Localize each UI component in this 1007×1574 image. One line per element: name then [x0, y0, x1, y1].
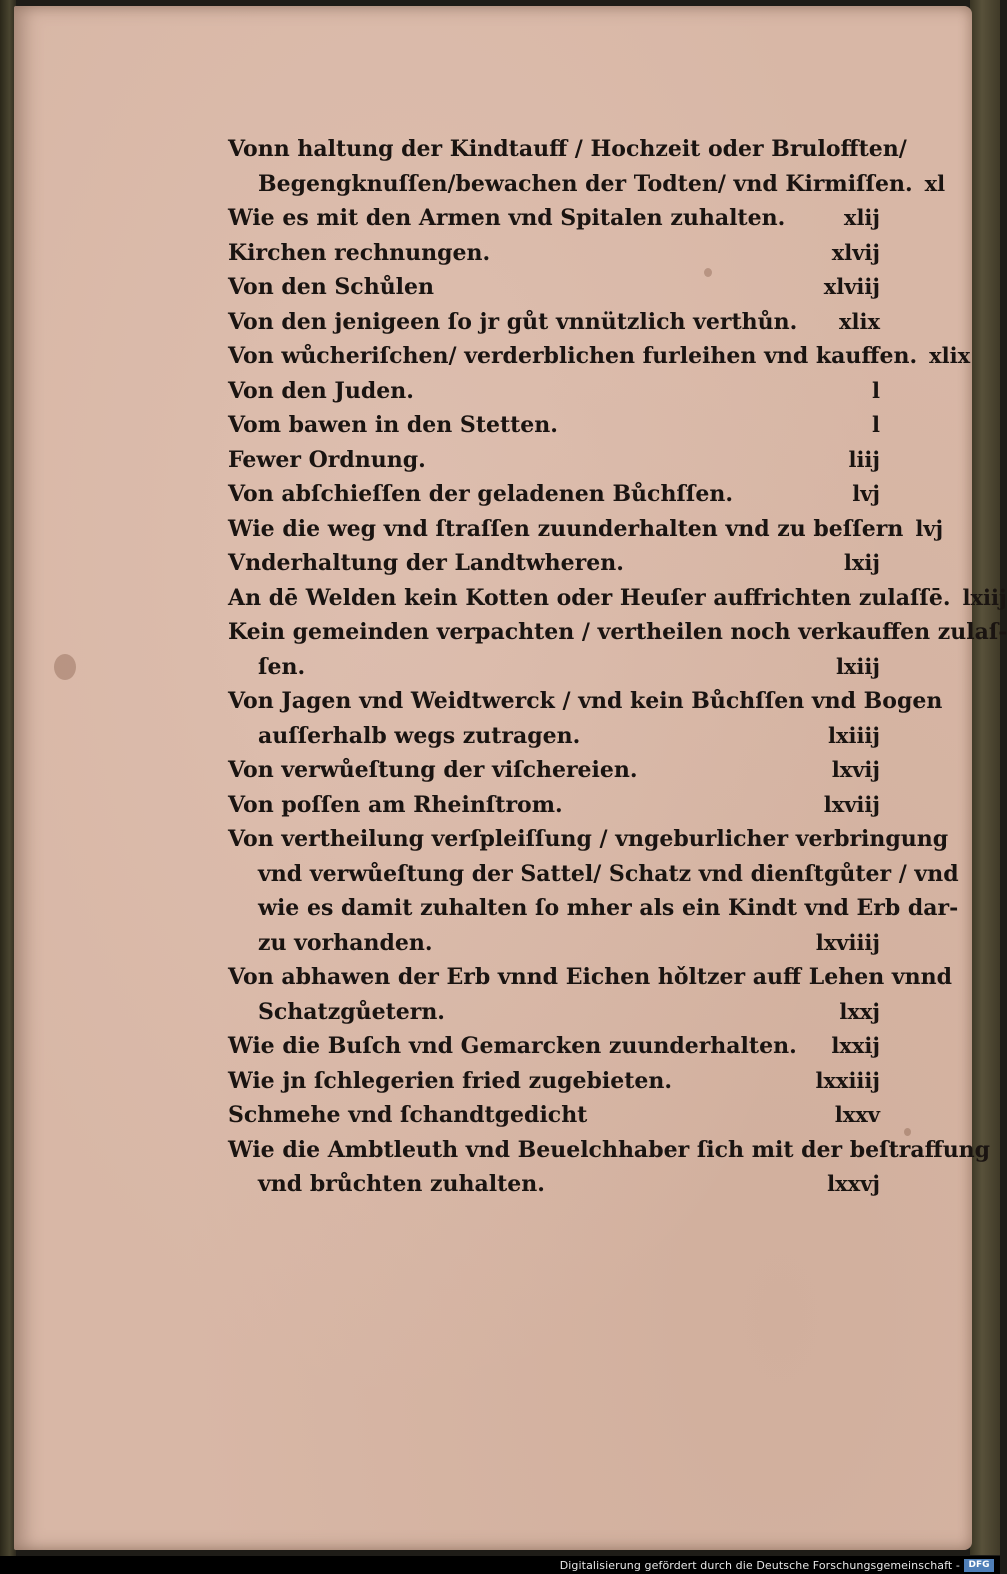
toc-entry-line — [228, 546, 880, 581]
toc-entry — [228, 374, 880, 409]
toc-entry — [228, 822, 959, 960]
toc-entry — [228, 1133, 991, 1202]
toc-entry-line — [228, 615, 1007, 650]
toc-page-number: lxiij — [962, 584, 1007, 610]
toc-entry — [228, 339, 971, 374]
toc-entry-title: Fewer Ordnung. — [228, 446, 426, 473]
toc-entry-line — [228, 236, 880, 271]
toc-page-number: lxiij — [835, 653, 880, 679]
toc-page-number: lxxij — [831, 1033, 880, 1058]
dfg-logo-icon: DFG — [964, 1559, 994, 1572]
toc-entry-title: Von vertheilung verſpleiſſung / vngeburlicher verbringung — [228, 826, 949, 852]
toc-entry — [228, 1098, 880, 1133]
toc-entry-title: Von abſchieſſen der geladenen Bůchſſen. — [228, 481, 734, 507]
toc-entry — [228, 684, 943, 753]
toc-entry-title: Von den jenigeen ſo jr gůt vnnützlich verthůn. — [228, 308, 798, 335]
toc-page-number: lxviij — [823, 791, 880, 817]
toc-page-number: l — [872, 377, 880, 403]
toc-entry-title: Begengknuſſen/bewachen der Todten/ vnd Kirmiſſen. — [258, 170, 913, 197]
toc-page-number: lvj — [852, 481, 880, 506]
toc-entry-title: zu vorhanden. — [258, 929, 433, 956]
toc-entry-title: ſen. — [258, 653, 306, 680]
toc-entry-line — [228, 408, 880, 443]
toc-entry-title: Von wůcheriſchen/ verderblichen furleihen vnd kauffen. — [228, 343, 918, 369]
toc-entry-title: vnd brůchten zuhalten. — [258, 1171, 545, 1197]
toc-entry-line — [228, 1133, 991, 1168]
toc-entry — [228, 443, 880, 478]
toc-entry-line — [228, 960, 953, 995]
toc-entry-line — [228, 684, 943, 719]
toc-page-number: lxxiiij — [815, 1067, 880, 1093]
toc-entry-title: Schatzgůetern. — [258, 998, 445, 1025]
toc-page-number: liij — [848, 446, 880, 472]
toc-entry-title: Wie die Buſch vnd Gemarcken zuunderhalten. — [228, 1033, 797, 1059]
toc-entry-line — [228, 443, 880, 478]
toc-page-number: l — [872, 412, 880, 437]
toc-entry-title: Wie jn ſchlegerien fried zugebieten. — [228, 1067, 673, 1094]
toc-entry-title: Wie die weg vnd ſtraſſen zuunderhalten vnd zu beſſern — [228, 515, 904, 542]
toc-entry — [228, 960, 953, 1029]
toc-entry-line — [228, 1098, 880, 1133]
toc-entry-title: Von poſſen am Rheinſtrom. — [228, 791, 563, 818]
toc-page-number: lxviiij — [815, 929, 880, 955]
toc-page-number: lxxvj — [827, 1171, 880, 1196]
toc-page-number: xlviij — [823, 274, 880, 299]
footer-bar — [0, 1556, 1000, 1574]
toc-entry-title: vnd verwůeſtung der Sattel/ Schatz vnd dienſtgůter / vnd — [258, 860, 959, 887]
toc-entry-line — [228, 305, 880, 340]
toc-entry-title: Von verwůeſtung der viſchereien. — [228, 757, 638, 783]
toc-page-number: lvj — [915, 515, 944, 541]
toc-entry-line — [228, 926, 880, 961]
toc-entry-title: Wie es mit den Armen vnd Spitalen zuhalten. — [228, 205, 786, 231]
toc-entry-line — [228, 132, 907, 167]
toc-entry — [228, 132, 946, 201]
toc-entry — [228, 236, 880, 271]
toc-entry — [228, 546, 880, 581]
toc-page-number: lxij — [843, 550, 880, 575]
toc-entry — [228, 753, 880, 788]
toc-entry-line — [228, 339, 971, 374]
toc-entry-line — [228, 891, 959, 926]
toc-entry-line — [228, 788, 880, 823]
toc-entry — [228, 270, 880, 305]
toc-entry-title: Kirchen rechnungen. — [228, 239, 491, 266]
toc-page-number: xlij — [843, 205, 880, 230]
toc-entry-title: Kein gemeinden verpachten / vertheilen noch verkauffen zulaſ- — [228, 619, 1007, 645]
toc-page-number: lxiiij — [827, 722, 880, 748]
digitization-credit: Digitalisierung gefördert durch die Deutsche Forschungsgemeinschaft - — [559, 1559, 960, 1572]
toc-entry-line — [228, 822, 949, 857]
toc-entry-line — [228, 374, 880, 409]
toc-entry-line — [228, 201, 880, 236]
book-edge-right — [970, 0, 1000, 1555]
toc-entry — [228, 615, 1007, 684]
toc-page-number: xl — [924, 170, 946, 196]
toc-entry — [228, 305, 880, 340]
toc-page-number: lxxj — [839, 998, 880, 1024]
toc-entry-line — [228, 477, 880, 512]
toc-entry-line — [228, 167, 946, 202]
toc-entry-title: wie es damit zuhalten ſo mher als ein Kindt vnd Erb dar- — [258, 895, 959, 921]
toc-entry — [228, 788, 880, 823]
toc-entry-title: Vom bawen in den Stetten. — [228, 412, 558, 438]
toc-entry — [228, 1064, 880, 1099]
toc-entry-line — [228, 857, 959, 892]
toc-page-number: xlix — [929, 343, 971, 368]
toc-entry — [228, 1029, 880, 1064]
toc-page-number: lxvij — [831, 757, 880, 782]
stain-mark — [54, 654, 76, 680]
toc-entry-line — [228, 995, 880, 1030]
toc-entry-title: Von Jagen vnd Weidtwerck / vnd kein Bůchſſen vnd Bogen — [228, 688, 943, 714]
table-of-contents — [228, 132, 1007, 1202]
toc-entry-title: Schmehe vnd ſchandtgedicht — [228, 1102, 588, 1128]
toc-entry — [228, 201, 880, 236]
toc-entry-title: An dē Welden kein Kotten oder Heuſer auffrichten zulaſſē. — [228, 584, 951, 611]
toc-entry-title: Von den Schůlen — [228, 274, 435, 300]
toc-entry-line — [228, 1064, 880, 1099]
toc-entry-line — [228, 512, 944, 547]
toc-entry-title: Von den Juden. — [228, 377, 414, 404]
toc-entry-line — [228, 719, 880, 754]
toc-entry — [228, 581, 1007, 616]
toc-entry-line — [228, 1167, 880, 1202]
toc-entry-title: auſſerhalb wegs zutragen. — [258, 722, 581, 749]
toc-page-number: xlvij — [831, 239, 880, 265]
toc-entry-line — [228, 270, 880, 305]
toc-entry — [228, 512, 944, 547]
toc-page-number: lxxv — [834, 1102, 880, 1127]
toc-entry-line — [228, 581, 1007, 616]
toc-entry-title: Vonn haltung der Kindtauff / Hochzeit oder Bruloﬀten/ — [228, 136, 907, 162]
toc-entry — [228, 408, 880, 443]
toc-entry-line — [228, 753, 880, 788]
toc-entry-line — [228, 650, 880, 685]
toc-entry — [228, 477, 880, 512]
toc-entry-title: Wie die Ambtleuth vnd Beuelchhaber ſich mit der beſtraffung — [228, 1136, 991, 1163]
toc-page-number: xlix — [839, 308, 880, 334]
toc-entry-title: Von abhawen der Erb vnnd Eichen hǒltzer auff Lehen vnnd — [228, 964, 953, 990]
toc-entry-title: Vnderhaltung der Landtwheren. — [228, 550, 624, 576]
toc-entry-line — [228, 1029, 880, 1064]
